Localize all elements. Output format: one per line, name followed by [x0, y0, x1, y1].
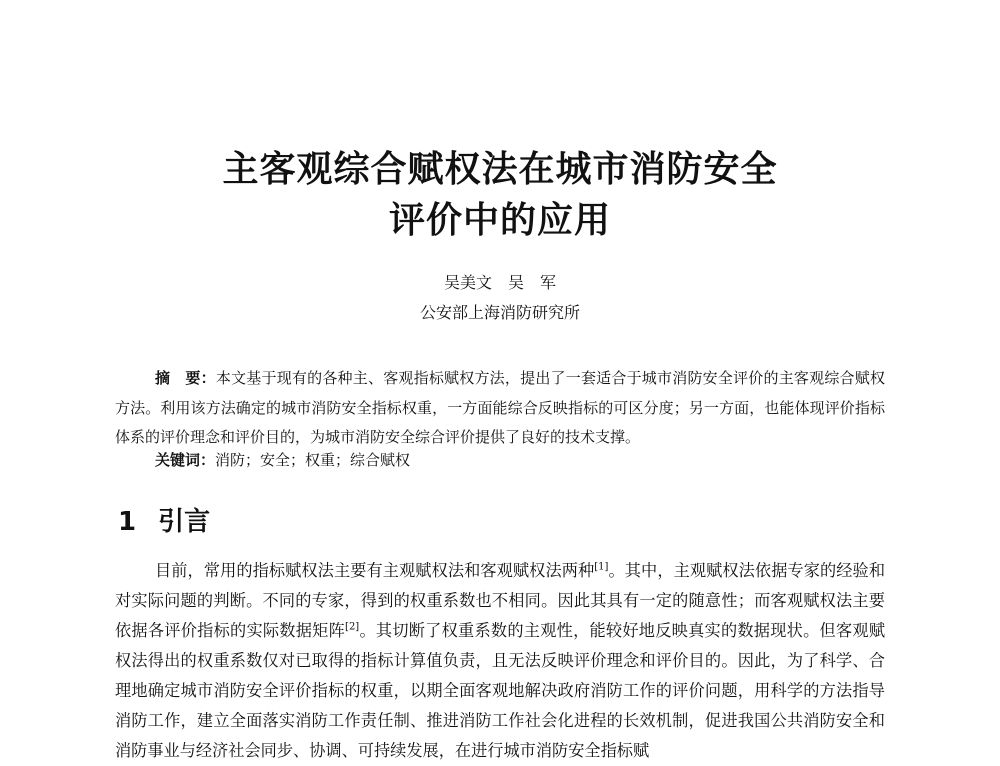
paper-title-line-1: 主客观综合赋权法在城市消防安全	[222, 149, 778, 190]
author-affiliation: 公安部上海消防研究所	[419, 303, 580, 322]
keywords	[155, 449, 410, 471]
body-text-part-1: 目前，常用的指标赋权法主要有主观赋权法和客观赋权法两种	[155, 561, 595, 580]
section-title: 引言	[158, 507, 211, 537]
citation-ref-1[interactable]: [1]	[594, 561, 609, 573]
section-number: 1	[118, 507, 137, 537]
abstract	[115, 364, 885, 453]
abstract-text: 本文基于现有的各种主、客观指标赋权方法，提出了一套适合于城市消防安全评价的主客观综合赋权方法。利用该方法确定的城市消防安全指标权重，一方面能综合反映指标的可区分度；另一方面，也能体现评价指标体系的评价理念和评价目的，为城市消防安全综合评价提供了良好的技术支撑。	[115, 369, 885, 446]
author-list: 吴美文 吴 军	[443, 273, 556, 292]
keywords-text: 消防；安全；权重；综合赋权	[215, 451, 411, 469]
body-text-part-2: 。其中，主观赋权法依据专家的经验和对实际问题的判断。不同的专家，得到的权重系数也不相同。因此其具有一定的随意性；而客观赋权法主要依据各评价指标的实际数据矩阵	[115, 561, 886, 640]
abstract-label: 摘 要：	[155, 369, 216, 387]
section-heading	[118, 506, 210, 538]
citation-ref-2[interactable]: [2]	[345, 621, 360, 633]
keywords-label: 关键词：	[155, 451, 216, 469]
body-paragraph	[115, 556, 885, 766]
body-text-part-3: 。其切断了权重系数的主观性，能较好地反映真实的数据现状。但客观赋权法得出的权重系数仅对已取得的指标计算值负责，且无法反映评价理念和评价目的。因此，为了科学、合理地确定城市消防安全评价指标的权重，以期全面客观地解决政府消防工作的评价问题，用科学的方法指导消防工作，建立全面落实消防工作责任制、推进消防工作社会化进程的长效机制，促进我国公共消防安全和消防事业与经济社会同步、协调、可持续发展，在进行城市消防安全指标赋	[115, 621, 886, 760]
paper-title-line-2: 评价中的应用	[388, 200, 611, 241]
